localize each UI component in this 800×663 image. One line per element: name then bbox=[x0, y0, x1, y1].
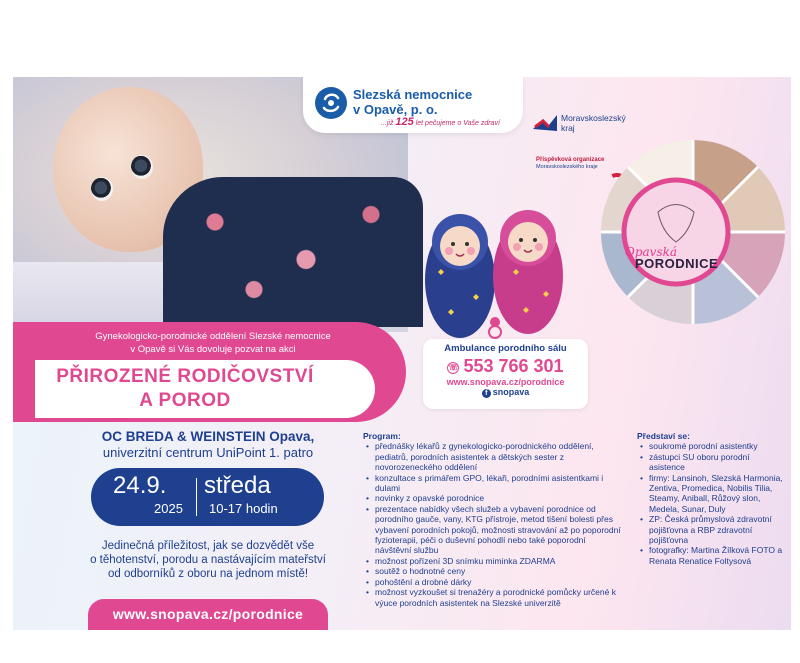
presenters-list bbox=[637, 441, 787, 566]
presenter-item: • ZP: Česká průmyslová zdravotní pojišťovna a RBP zdravotní pojišťovna bbox=[637, 514, 787, 545]
program-heading: Program: bbox=[363, 431, 401, 441]
invitation-intro bbox=[63, 330, 363, 356]
region-emblem-icon bbox=[531, 111, 559, 137]
program-item: • možnost pořízení 3D snímku miminka ZDARMA bbox=[363, 556, 623, 566]
swaddled-babies-illustration bbox=[418, 202, 573, 347]
event-venue bbox=[53, 429, 363, 461]
ambulance-title: Ambulance porodního sálu bbox=[444, 343, 567, 354]
program-item: • přednášky lékařů z gynekologicko-porodnického oddělení, pediatrů, porodních asistentek a dětských sester z novorozeneckého oddělení bbox=[363, 441, 623, 472]
event-blurb bbox=[48, 539, 368, 581]
ambulance-contact-card bbox=[423, 339, 588, 409]
presenter-item: • fotografky: Martina Žílková FOTO a Renata Renatice Foltysová bbox=[637, 545, 787, 566]
hospital-logo bbox=[303, 77, 523, 133]
tagline-pre: ...již bbox=[381, 120, 394, 127]
event-poster bbox=[13, 77, 791, 630]
presenter-item: • soukromé porodní asistentky bbox=[637, 441, 787, 451]
presenters-heading: Představí se: bbox=[637, 431, 690, 441]
presenter-item: • zástupci SU oboru porodní asistence bbox=[637, 452, 787, 473]
region-org-line2: Moravskoslezského kraje bbox=[536, 163, 598, 170]
website-link[interactable]: www.snopava.cz/porodnice bbox=[112, 606, 304, 622]
hospital-name bbox=[353, 87, 472, 117]
ambulance-phone[interactable]: 553 766 301 bbox=[463, 356, 564, 376]
collage-title-script: Opavská bbox=[625, 245, 678, 259]
event-date-pill bbox=[91, 468, 324, 526]
facebook-icon: f bbox=[482, 389, 491, 398]
program-list bbox=[363, 441, 623, 608]
blurb-line1: Jedinečná příležitost, jak se dozvědět vše bbox=[101, 540, 315, 552]
ambulance-phone-row[interactable] bbox=[423, 356, 588, 377]
program-item: • konzultace s primářem GPO, lékaři, porodními asistentkami i dulami bbox=[363, 473, 623, 494]
ambulance-web-link[interactable]: www.snopava.cz/porodnice bbox=[446, 377, 565, 387]
region-org bbox=[536, 157, 604, 170]
phone-icon: ☏ bbox=[448, 363, 459, 372]
event-date: 24.9. bbox=[113, 472, 167, 499]
photo-baby-eye bbox=[131, 155, 153, 179]
program-item: • prezentace nabídky všech služeb a vybavení porodnice od porodního gauče, vany, KTG přístroje, metod tišení bolesti přes vybavení porodních pokojů, možnosti stravování až po poporodní fyzioterapii, péči o duševní pohodlí nebo také poporodní návštěvní službu bbox=[363, 504, 623, 556]
region-name-line2: kraj bbox=[561, 123, 575, 133]
program-item: • soutěž o hodnotné ceny bbox=[363, 566, 623, 576]
date-divider bbox=[196, 478, 197, 516]
invitation-intro-line1: Gynekologicko-porodnické oddělení Slezské nemocnice bbox=[95, 331, 331, 342]
blurb-line2: o těhotenství, porodu a nastávajícím mateřství bbox=[90, 554, 326, 566]
photo-baby-body bbox=[163, 177, 423, 327]
venue-line1: OC BREDA & WEINSTEIN Opava, bbox=[101, 429, 315, 444]
hospital-tagline bbox=[381, 116, 500, 128]
region-org-line1: Příspěvková organizace bbox=[536, 157, 605, 163]
tagline-post: let pečujeme o Vaše zdraví bbox=[415, 120, 500, 127]
hospital-emblem-icon bbox=[315, 87, 347, 119]
event-year: 2025 bbox=[154, 501, 183, 516]
presenters-section bbox=[637, 431, 787, 566]
program-item: • pohoštění a drobné dárky bbox=[363, 577, 623, 587]
invitation-intro-line2: v Opavě si Vás dovoluje pozvat na akci bbox=[130, 344, 296, 355]
collage-title bbox=[625, 245, 745, 271]
event-time: 10-17 hodin bbox=[209, 501, 278, 516]
website-banner[interactable] bbox=[88, 599, 328, 630]
hospital-name-line2: v Opavě, p. o. bbox=[353, 102, 438, 117]
event-day: středa bbox=[204, 472, 271, 499]
blurb-line3: od odborníků z oboru na jednom místě! bbox=[107, 568, 309, 580]
program-item: • novinky z opavské porodnice bbox=[363, 493, 623, 503]
presenter-item: • firmy: Lansinoh, Slezská Harmonia, Zentiva, Promedica, Nobilis Tilia, Steamy, Aniball, Růžový slon, Medela, Sunar, Duly bbox=[637, 473, 787, 515]
maternity-photo-collage bbox=[598, 137, 788, 327]
region-name-line1: Moravskoslezský bbox=[561, 113, 626, 123]
venue-line2: univerzitní centrum UniPoint 1. patro bbox=[102, 445, 314, 460]
facebook-handle[interactable]: snopava bbox=[492, 387, 530, 397]
hospital-name-line1: Slezská nemocnice bbox=[353, 87, 473, 102]
collage-title-main: PORODNICE bbox=[635, 256, 719, 271]
facebook-row[interactable] bbox=[423, 387, 588, 398]
photo-baby-eye bbox=[91, 177, 113, 201]
event-title-line1: PŘIROZENÉ RODIČOVSTVÍ bbox=[56, 366, 314, 387]
program-section bbox=[363, 431, 623, 608]
tagline-years: 125 bbox=[395, 116, 414, 128]
program-item: • možnost vyzkoušet si trenažéry a porodnické pomůcky určené k výuce porodních asistentek na Slezské univerzitě bbox=[363, 587, 623, 608]
event-title-line2: A POROD bbox=[139, 390, 231, 411]
region-name bbox=[561, 113, 626, 133]
event-title bbox=[35, 360, 375, 418]
